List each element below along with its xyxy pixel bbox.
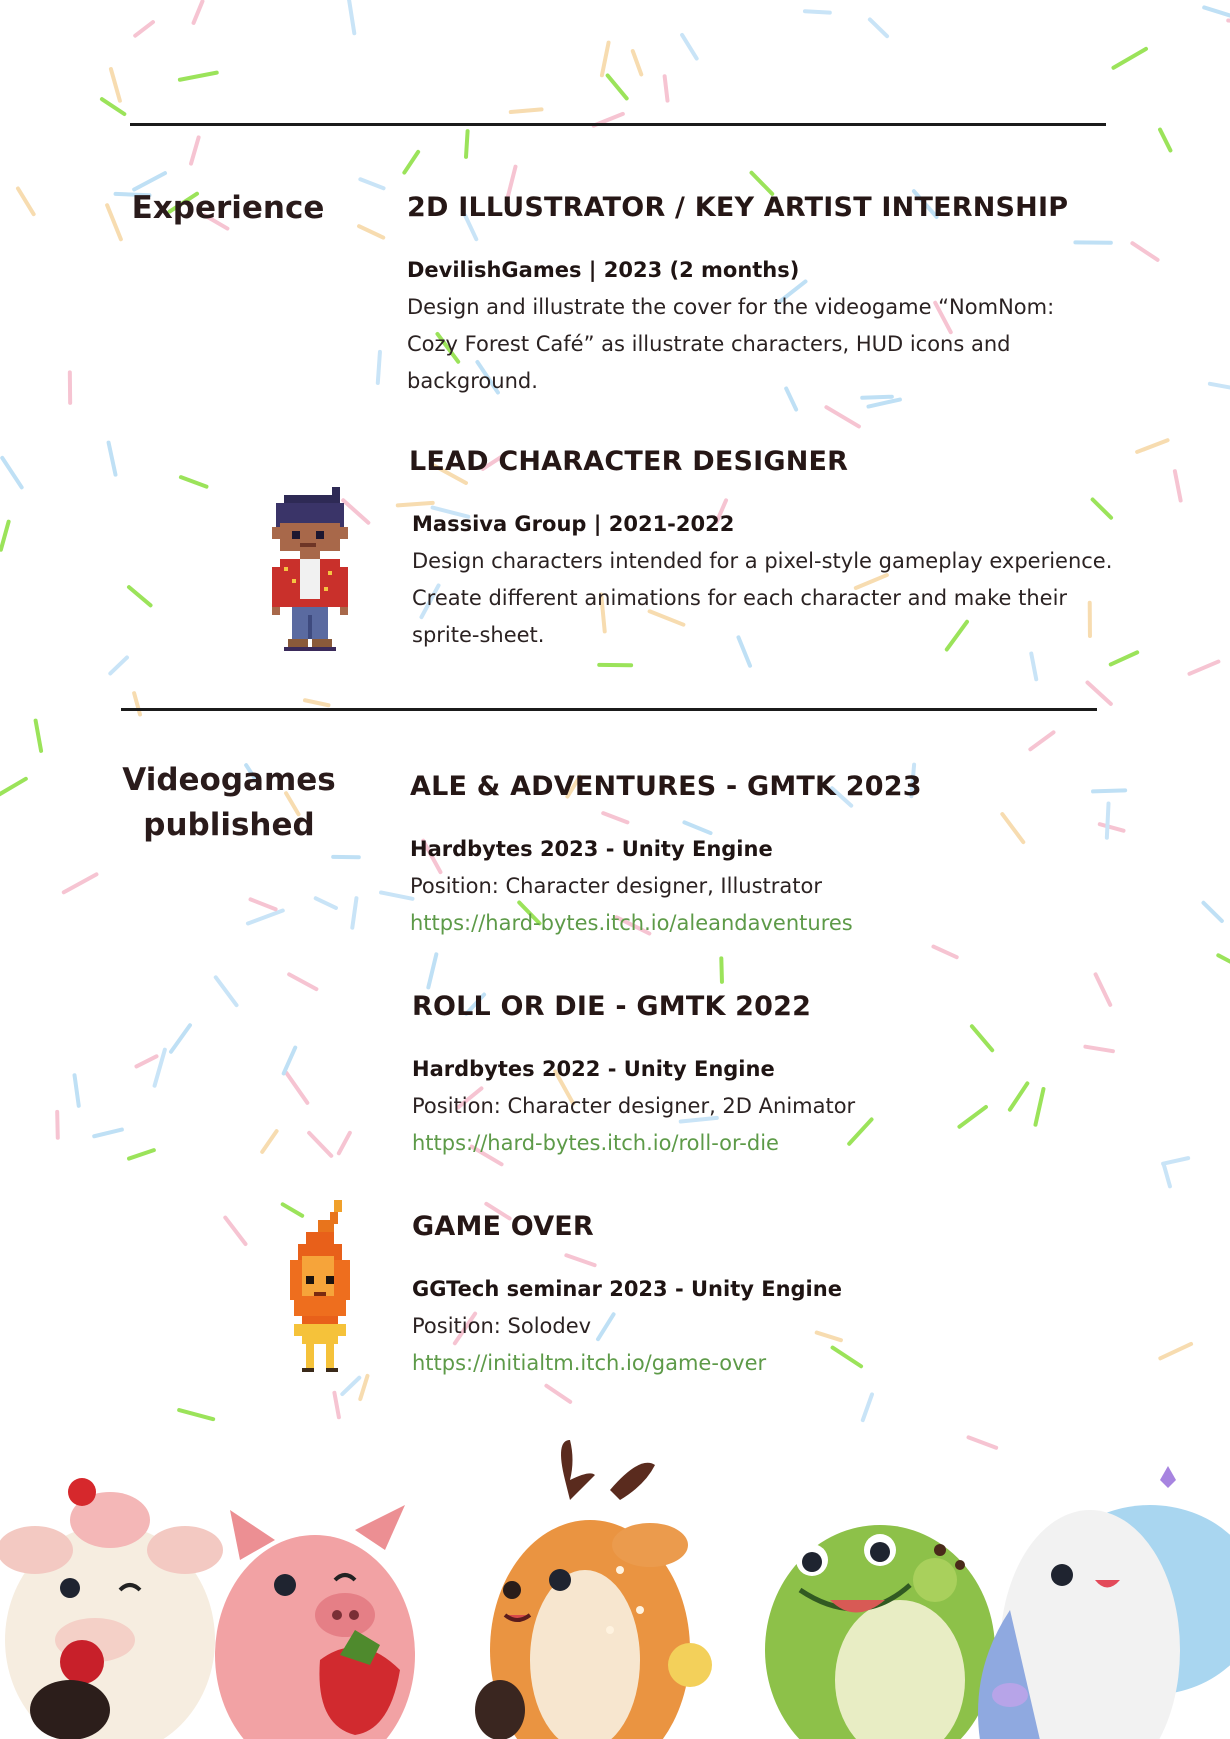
confetti-sprinkle [179, 1410, 213, 1419]
confetti-sprinkle [1218, 955, 1230, 970]
game-link[interactable]: https://initialtm.itch.io/game-over [412, 1351, 767, 1375]
confetti-sprinkle [378, 352, 380, 383]
job-description-line: background. [407, 369, 538, 393]
game-studio: Hardbytes 2022 - Unity Engine [412, 1057, 775, 1081]
confetti-sprinkle [721, 958, 722, 981]
confetti-sprinkle [129, 1150, 154, 1158]
confetti-sprinkle [339, 1133, 350, 1153]
confetti-sprinkle [349, 0, 354, 33]
confetti-sprinkle [381, 892, 412, 898]
confetti-sprinkle [1031, 654, 1036, 680]
confetti-sprinkle [805, 11, 830, 12]
confetti-sprinkle [191, 137, 199, 163]
confetti-sprinkle [863, 1394, 872, 1420]
confetti-sprinkle [135, 22, 153, 36]
videogames-heading [119, 758, 339, 848]
confetti-sprinkle [352, 898, 356, 928]
confetti-sprinkle [316, 898, 336, 908]
confetti-sprinkle [633, 51, 642, 74]
game-studio: GGTech seminar 2023 - Unity Engine [412, 1277, 842, 1301]
confetti-sprinkle [216, 977, 237, 1005]
job-description-line: Cozy Forest Café” as illustrate characters, HUD icons and [407, 332, 1011, 356]
confetti-sprinkle [466, 131, 468, 157]
job-entry [407, 191, 1107, 400]
game-position: Position: Solodev [412, 1314, 592, 1338]
confetti-sprinkle [1113, 49, 1146, 68]
confetti-sprinkle [1210, 384, 1230, 390]
confetti-sprinkle [134, 693, 140, 714]
confetti-sprinkle [225, 1218, 245, 1244]
confetti-sprinkle [1164, 1164, 1170, 1186]
confetti-sprinkle [284, 1048, 296, 1074]
confetti-sprinkle [129, 587, 151, 605]
job-entry [409, 445, 1129, 654]
confetti-sprinkle [869, 400, 900, 407]
confetti-sprinkle [1030, 732, 1053, 749]
shark-character [978, 1466, 1230, 1739]
confetti-sprinkle [608, 75, 627, 98]
confetti-sprinkle [404, 152, 418, 173]
game-title: GAME OVER [412, 1211, 594, 1242]
frog-character [765, 1525, 995, 1739]
confetti-sprinkle [1111, 652, 1137, 664]
confetti-sprinkle [870, 19, 887, 36]
game-position: Position: Character designer, 2D Animator [412, 1094, 856, 1118]
confetti-sprinkle [111, 69, 120, 101]
confetti-sprinkle [1160, 130, 1170, 151]
cow-character [0, 1478, 223, 1739]
job-company: Massiva Group | 2021-2022 [412, 512, 735, 536]
confetti-sprinkle [1203, 903, 1221, 921]
pixel-character-boy-illustration [268, 487, 352, 651]
confetti-sprinkle [180, 73, 217, 80]
confetti-sprinkle [136, 1056, 156, 1066]
game-title: ROLL OR DIE - GMTK 2022 [412, 991, 812, 1022]
confetti-sprinkle [289, 974, 316, 989]
confetti-sprinkle [171, 1025, 190, 1051]
confetti-sprinkle [94, 1130, 122, 1137]
game-entry [412, 1210, 1112, 1382]
game-entry [410, 770, 1110, 942]
confetti-sprinkle [359, 226, 383, 237]
confetti-sprinkle [602, 43, 609, 76]
confetti-sprinkle [1087, 683, 1110, 704]
pixel-flame-character-illustration [278, 1200, 358, 1372]
experience-heading: Experience [131, 190, 325, 226]
confetti-sprinkle [511, 109, 542, 112]
game-studio: Hardbytes 2023 - Unity Engine [410, 837, 773, 861]
confetti-sprinkle [334, 1393, 338, 1417]
job-description-line: Design characters intended for a pixel-style gameplay experience. [412, 549, 1113, 573]
confetti-sprinkle [342, 1378, 359, 1394]
confetti-sprinkle [110, 658, 127, 674]
confetti-sprinkle [0, 779, 26, 797]
confetti-sprinkle [428, 954, 436, 987]
game-position: Position: Character designer, Illustrator [410, 874, 823, 898]
game-link[interactable]: https://hard-bytes.itch.io/aleandaventures [410, 911, 853, 935]
confetti-sprinkle [309, 1133, 331, 1156]
game-link[interactable]: https://hard-bytes.itch.io/roll-or-die [412, 1131, 779, 1155]
divider-middle [121, 708, 1097, 711]
confetti-sprinkle [305, 700, 328, 705]
job-title: 2D ILLUSTRATOR / KEY ARTIST INTERNSHIP [407, 192, 1069, 223]
confetti-sprinkle [1160, 1344, 1191, 1358]
confetti-sprinkle [286, 1073, 307, 1103]
confetti-sprinkle [181, 477, 207, 486]
confetti-sprinkle [1132, 243, 1157, 260]
game-entry [412, 990, 1112, 1162]
confetti-sprinkle [933, 947, 956, 958]
confetti-sprinkle [248, 911, 283, 924]
confetti-sprinkle [682, 35, 697, 59]
confetti-sprinkle [360, 1376, 367, 1399]
confetti-sprinkle [826, 407, 858, 426]
confetti-sprinkle [109, 443, 116, 475]
confetti-sprinkle [1, 522, 9, 550]
confetti-sprinkle [262, 1131, 276, 1152]
confetti-sprinkle [1204, 7, 1230, 17]
confetti-sprinkle [665, 76, 668, 100]
deer-character [475, 1440, 712, 1739]
confetti-sprinkle [18, 188, 34, 214]
job-title: LEAD CHARACTER DESIGNER [409, 446, 849, 477]
confetti-sprinkle [360, 179, 383, 188]
videogames-heading-line: published [143, 807, 315, 843]
confetti-sprinkle [251, 899, 276, 909]
pig-character [215, 1505, 415, 1739]
videogames-heading-line: Videogames [122, 762, 336, 798]
job-description-line: sprite-sheet. [412, 623, 545, 647]
job-description-line: Design and illustrate the cover for the videogame “NomNom: [407, 295, 1055, 319]
confetti-sprinkle [2, 458, 21, 487]
game-title: ALE & ADVENTURES - GMTK 2023 [410, 771, 922, 802]
confetti-sprinkle [1175, 471, 1181, 500]
animal-characters-illustration [0, 1440, 1230, 1739]
confetti-sprinkle [64, 874, 97, 892]
confetti-sprinkle [1137, 440, 1167, 452]
confetti-sprinkle [57, 1112, 58, 1138]
divider-top [130, 123, 1106, 126]
job-description-line: Create different animations for each character and make their [412, 586, 1068, 610]
confetti-sprinkle [36, 721, 41, 751]
job-company: DevilishGames | 2023 (2 months) [407, 258, 800, 282]
confetti-sprinkle [546, 1386, 570, 1402]
confetti-sprinkle [75, 1075, 79, 1106]
confetti-sprinkle [1163, 1158, 1188, 1164]
confetti-sprinkle [1189, 662, 1218, 674]
confetti-sprinkle [194, 1, 203, 23]
